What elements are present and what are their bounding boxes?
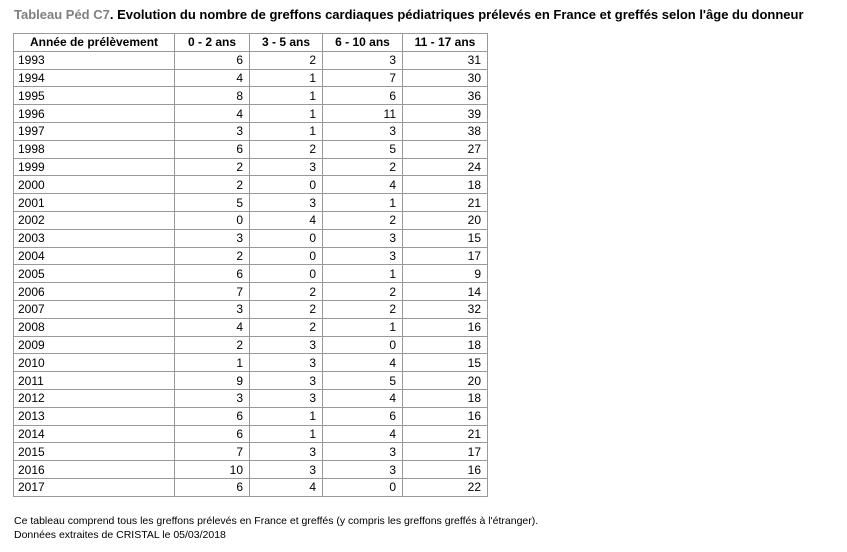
cell-0-2: 10 xyxy=(175,461,250,479)
cell-0-2: 4 xyxy=(175,69,250,87)
cell-6-10: 3 xyxy=(323,443,403,461)
cell-year: 2008 xyxy=(14,318,175,336)
cell-year: 1994 xyxy=(14,69,175,87)
cell-3-5: 1 xyxy=(250,122,323,140)
table-row xyxy=(14,425,488,443)
table-row xyxy=(14,229,488,247)
cell-0-2: 1 xyxy=(175,354,250,372)
cell-year: 2017 xyxy=(14,478,175,496)
cell-3-5: 3 xyxy=(250,194,323,212)
cell-6-10: 2 xyxy=(323,158,403,176)
cell-year: 2005 xyxy=(14,265,175,283)
column-header-year: Année de prélèvement xyxy=(14,34,175,52)
cell-6-10: 2 xyxy=(323,283,403,301)
data-table xyxy=(13,33,488,497)
cell-3-5: 0 xyxy=(250,265,323,283)
cell-0-2: 0 xyxy=(175,211,250,229)
cell-3-5: 1 xyxy=(250,425,323,443)
cell-11-17: 17 xyxy=(403,443,488,461)
cell-3-5: 2 xyxy=(250,318,323,336)
cell-3-5: 3 xyxy=(250,461,323,479)
table-row xyxy=(14,105,488,123)
cell-6-10: 3 xyxy=(323,51,403,69)
cell-3-5: 0 xyxy=(250,176,323,194)
table-row xyxy=(14,461,488,479)
cell-11-17: 16 xyxy=(403,318,488,336)
cell-0-2: 7 xyxy=(175,443,250,461)
cell-11-17: 18 xyxy=(403,336,488,354)
column-header-11-17: 11 - 17 ans xyxy=(403,34,488,52)
cell-3-5: 4 xyxy=(250,478,323,496)
table-title xyxy=(14,7,844,22)
column-header-3-5: 3 - 5 ans xyxy=(250,34,323,52)
cell-year: 2016 xyxy=(14,461,175,479)
cell-0-2: 7 xyxy=(175,283,250,301)
cell-11-17: 31 xyxy=(403,51,488,69)
table-row xyxy=(14,336,488,354)
cell-6-10: 4 xyxy=(323,389,403,407)
cell-3-5: 2 xyxy=(250,140,323,158)
cell-year: 2009 xyxy=(14,336,175,354)
cell-6-10: 4 xyxy=(323,176,403,194)
table-body xyxy=(14,51,488,496)
table-row xyxy=(14,176,488,194)
cell-11-17: 32 xyxy=(403,300,488,318)
cell-0-2: 5 xyxy=(175,194,250,212)
cell-year: 2011 xyxy=(14,372,175,390)
cell-6-10: 1 xyxy=(323,318,403,336)
cell-11-17: 16 xyxy=(403,407,488,425)
cell-0-2: 9 xyxy=(175,372,250,390)
cell-3-5: 1 xyxy=(250,105,323,123)
cell-0-2: 6 xyxy=(175,407,250,425)
cell-year: 2004 xyxy=(14,247,175,265)
table-row xyxy=(14,51,488,69)
table-row xyxy=(14,69,488,87)
cell-year: 1998 xyxy=(14,140,175,158)
cell-11-17: 22 xyxy=(403,478,488,496)
table-row xyxy=(14,318,488,336)
cell-3-5: 1 xyxy=(250,87,323,105)
table-row xyxy=(14,211,488,229)
table-row xyxy=(14,265,488,283)
table-row xyxy=(14,87,488,105)
cell-11-17: 20 xyxy=(403,211,488,229)
cell-11-17: 18 xyxy=(403,176,488,194)
cell-0-2: 2 xyxy=(175,336,250,354)
cell-0-2: 3 xyxy=(175,300,250,318)
cell-11-17: 21 xyxy=(403,425,488,443)
cell-year: 2002 xyxy=(14,211,175,229)
cell-year: 2015 xyxy=(14,443,175,461)
cell-6-10: 0 xyxy=(323,478,403,496)
cell-6-10: 5 xyxy=(323,140,403,158)
table-row xyxy=(14,122,488,140)
cell-year: 1993 xyxy=(14,51,175,69)
column-header-0-2: 0 - 2 ans xyxy=(175,34,250,52)
cell-11-17: 21 xyxy=(403,194,488,212)
cell-3-5: 3 xyxy=(250,443,323,461)
cell-11-17: 9 xyxy=(403,265,488,283)
cell-11-17: 30 xyxy=(403,69,488,87)
table-row xyxy=(14,389,488,407)
table-row xyxy=(14,443,488,461)
cell-11-17: 17 xyxy=(403,247,488,265)
cell-year: 2010 xyxy=(14,354,175,372)
cell-year: 1997 xyxy=(14,122,175,140)
cell-0-2: 4 xyxy=(175,105,250,123)
cell-11-17: 39 xyxy=(403,105,488,123)
cell-0-2: 4 xyxy=(175,318,250,336)
cell-6-10: 1 xyxy=(323,194,403,212)
table-title-text: . Evolution du nombre de greffons cardiaques pédiatriques prélevés en France et greffés selon l'âge du donneur xyxy=(109,7,804,22)
cell-3-5: 1 xyxy=(250,69,323,87)
cell-0-2: 3 xyxy=(175,389,250,407)
footnotes xyxy=(14,514,538,542)
cell-11-17: 18 xyxy=(403,389,488,407)
table-row xyxy=(14,407,488,425)
table-title-prefix: Tableau Péd C7 xyxy=(14,7,110,22)
cell-3-5: 1 xyxy=(250,407,323,425)
cell-year: 2014 xyxy=(14,425,175,443)
cell-year: 2003 xyxy=(14,229,175,247)
cell-3-5: 3 xyxy=(250,158,323,176)
cell-6-10: 3 xyxy=(323,247,403,265)
table-row xyxy=(14,247,488,265)
cell-year: 1999 xyxy=(14,158,175,176)
cell-3-5: 4 xyxy=(250,211,323,229)
cell-6-10: 0 xyxy=(323,336,403,354)
cell-6-10: 3 xyxy=(323,229,403,247)
cell-3-5: 2 xyxy=(250,300,323,318)
cell-6-10: 3 xyxy=(323,461,403,479)
cell-year: 2006 xyxy=(14,283,175,301)
cell-11-17: 15 xyxy=(403,354,488,372)
cell-0-2: 2 xyxy=(175,176,250,194)
cell-11-17: 38 xyxy=(403,122,488,140)
table-row xyxy=(14,158,488,176)
cell-3-5: 0 xyxy=(250,229,323,247)
column-header-6-10: 6 - 10 ans xyxy=(323,34,403,52)
cell-year: 2007 xyxy=(14,300,175,318)
table-row xyxy=(14,194,488,212)
cell-0-2: 6 xyxy=(175,140,250,158)
cell-6-10: 2 xyxy=(323,300,403,318)
cell-6-10: 6 xyxy=(323,407,403,425)
cell-11-17: 15 xyxy=(403,229,488,247)
cell-3-5: 3 xyxy=(250,389,323,407)
cell-11-17: 14 xyxy=(403,283,488,301)
cell-6-10: 1 xyxy=(323,265,403,283)
table-row xyxy=(14,372,488,390)
cell-year: 2000 xyxy=(14,176,175,194)
table-row xyxy=(14,283,488,301)
cell-year: 2013 xyxy=(14,407,175,425)
cell-6-10: 3 xyxy=(323,122,403,140)
cell-year: 2012 xyxy=(14,389,175,407)
cell-6-10: 6 xyxy=(323,87,403,105)
cell-11-17: 36 xyxy=(403,87,488,105)
table-row xyxy=(14,140,488,158)
cell-0-2: 3 xyxy=(175,122,250,140)
table-row xyxy=(14,478,488,496)
cell-6-10: 7 xyxy=(323,69,403,87)
cell-0-2: 3 xyxy=(175,229,250,247)
cell-6-10: 4 xyxy=(323,425,403,443)
cell-0-2: 6 xyxy=(175,51,250,69)
cell-0-2: 6 xyxy=(175,265,250,283)
cell-3-5: 2 xyxy=(250,283,323,301)
cell-3-5: 3 xyxy=(250,336,323,354)
table-row xyxy=(14,354,488,372)
cell-3-5: 3 xyxy=(250,372,323,390)
cell-0-2: 8 xyxy=(175,87,250,105)
cell-3-5: 3 xyxy=(250,354,323,372)
footnote-scope: Ce tableau comprend tous les greffons prélevés en France et greffés (y compris les greffons greffés à l'étranger). xyxy=(14,515,539,527)
cell-11-17: 27 xyxy=(403,140,488,158)
footnote-source: Données extraites de CRISTAL le 05/03/2018 xyxy=(14,529,226,541)
cell-6-10: 11 xyxy=(323,105,403,123)
cell-11-17: 24 xyxy=(403,158,488,176)
cell-11-17: 20 xyxy=(403,372,488,390)
cell-0-2: 6 xyxy=(175,478,250,496)
cell-year: 1996 xyxy=(14,105,175,123)
table-row xyxy=(14,300,488,318)
cell-3-5: 2 xyxy=(250,51,323,69)
cell-11-17: 16 xyxy=(403,461,488,479)
cell-year: 1995 xyxy=(14,87,175,105)
cell-6-10: 2 xyxy=(323,211,403,229)
cell-0-2: 2 xyxy=(175,247,250,265)
cell-6-10: 4 xyxy=(323,354,403,372)
cell-3-5: 0 xyxy=(250,247,323,265)
table-header-row xyxy=(14,34,488,52)
cell-year: 2001 xyxy=(14,194,175,212)
cell-0-2: 6 xyxy=(175,425,250,443)
cell-6-10: 5 xyxy=(323,372,403,390)
cell-0-2: 2 xyxy=(175,158,250,176)
